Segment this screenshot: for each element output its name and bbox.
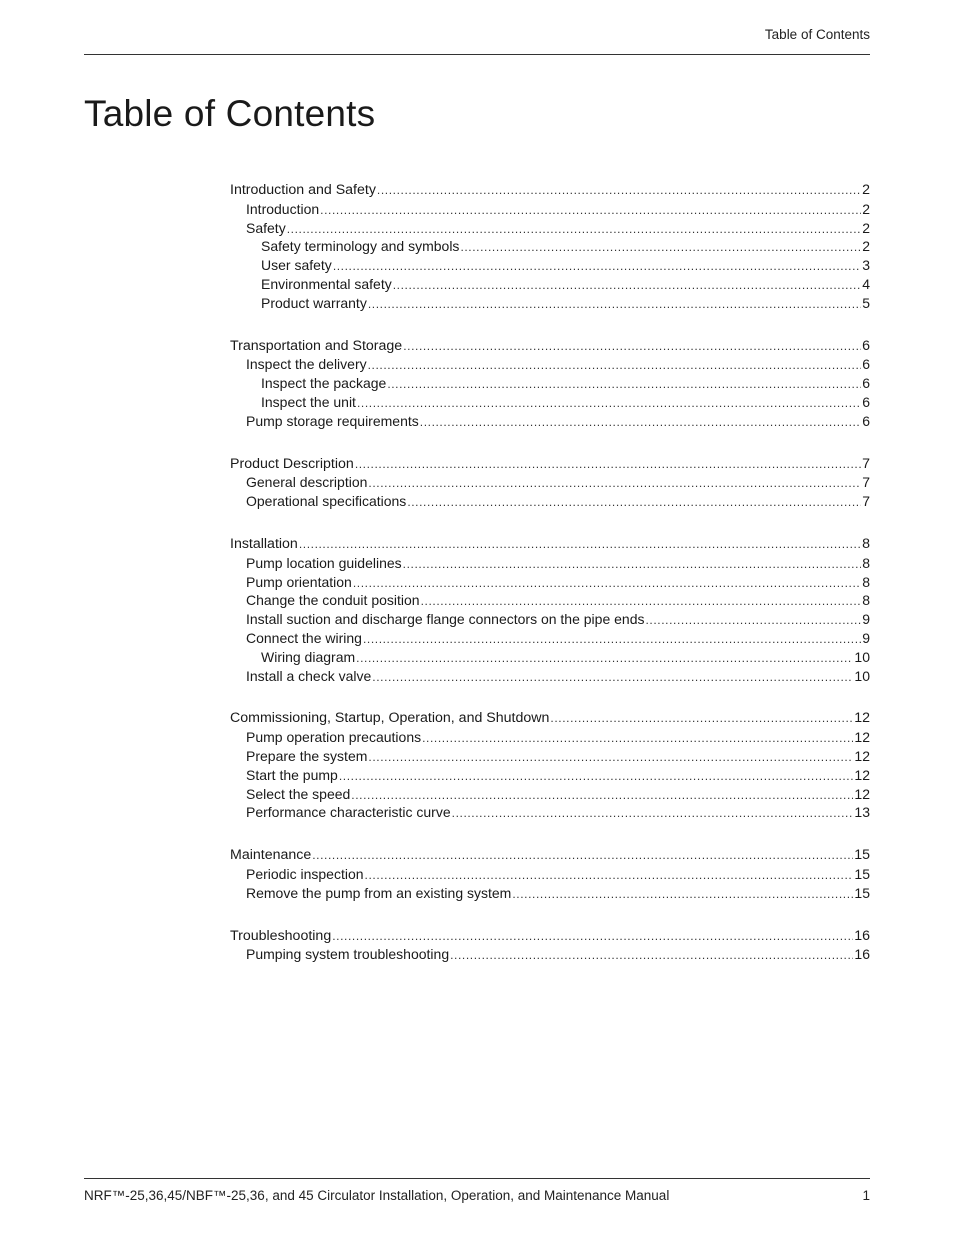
toc-dot-leader [355,455,861,474]
toc-entry-level-3[interactable] [230,237,870,256]
toc-entry-level-2[interactable] [230,803,870,822]
toc-section [230,927,870,965]
toc-entry-title: Pumping system troubleshooting [246,946,450,963]
toc-entry-level-2[interactable] [230,473,870,492]
toc-dot-leader [357,394,861,413]
page-title: Table of Contents [84,93,376,134]
toc-entry-title: Select the speed [246,785,351,802]
toc-entry-level-3[interactable] [230,374,870,393]
toc-dot-leader [320,201,861,220]
toc-dot-leader [333,257,861,276]
toc-entry-title: Transportation and Storage [230,337,403,354]
toc-dot-leader [368,356,862,375]
toc-entry-level-2[interactable] [230,945,870,964]
footer-rule [84,1178,870,1179]
toc-entry-level-2[interactable] [230,785,870,804]
toc-dot-leader [312,846,853,865]
toc-entry-page: 3 [862,257,870,274]
toc-entry-page: 12 [854,729,870,746]
toc-entry-page: 10 [854,667,870,684]
toc-section [230,455,870,511]
toc-entry-title: Pump location guidelines [246,554,402,571]
toc-dot-leader [356,649,853,668]
toc-dot-leader [368,474,861,493]
toc-dot-leader [365,866,854,885]
toc-section [230,337,870,431]
toc-entry-level-2[interactable] [230,591,870,610]
toc-entry-title: Environmental safety [261,275,392,292]
toc-entry-level-3[interactable] [230,393,870,412]
toc-entry-title: Inspect the package [261,375,387,392]
toc-entry-level-3[interactable] [230,648,870,667]
toc-entry-level-1[interactable] [230,455,870,474]
toc-entry-title: General description [246,474,368,491]
toc-entry-level-1[interactable] [230,181,870,200]
toc-entry-page: 2 [862,238,870,255]
footer-page-number: 1 [862,1188,870,1203]
toc-entry-title: Operational specifications [246,493,407,510]
toc-entry-title: Introduction [246,200,320,217]
toc-dot-leader [550,709,853,728]
toc-entry-level-1[interactable] [230,709,870,728]
toc-entry-title: Troubleshooting [230,927,332,944]
toc-entry-page: 6 [862,337,870,354]
toc-entry-title: Inspect the unit [261,393,356,410]
toc-entry-level-2[interactable] [230,747,870,766]
toc-dot-leader [299,535,861,554]
header-rule [84,54,870,55]
toc-entry-level-2[interactable] [230,865,870,884]
toc-entry-title: Change the conduit position [246,592,420,609]
toc-entry-page: 2 [862,182,870,198]
toc-entry-page: 9 [862,629,870,646]
toc-entry-level-2[interactable] [230,728,870,747]
toc-entry-page: 8 [862,554,870,571]
toc-entry-page: 12 [854,747,870,764]
toc-dot-leader [422,729,853,748]
toc-entry-title: Introduction and Safety [230,182,376,198]
toc-dot-leader [368,748,853,767]
toc-dot-leader [420,413,861,432]
toc-entry-page: 16 [854,946,870,963]
toc-entry-page: 13 [854,804,870,821]
toc-entry-level-1[interactable] [230,535,870,554]
toc-dot-leader [372,668,853,687]
toc-entry-title: Commissioning, Startup, Operation, and Shutdown [230,710,550,727]
toc-entry-page: 15 [854,884,870,901]
toc-entry-level-2[interactable] [230,219,870,238]
toc-entry-level-1[interactable] [230,927,870,946]
toc-dot-leader [351,786,853,805]
toc-entry-page: 6 [862,356,870,373]
toc-entry-title: Performance characteristic curve [246,804,451,821]
toc-entry-title: Prepare the system [246,747,368,764]
toc-dot-leader [460,238,861,257]
toc-entry-page: 15 [854,847,870,864]
toc-entry-level-3[interactable] [230,294,870,313]
toc-section [230,846,870,902]
toc-entry-title: Remove the pump from an existing system [246,884,512,901]
toc-dot-leader [368,295,861,314]
toc-dot-leader [512,885,853,904]
toc-entry-title: Pump operation precautions [246,729,422,746]
toc-dot-leader [403,337,861,356]
table-of-contents [230,181,870,988]
toc-entry-title: Install a check valve [246,667,372,684]
toc-entry-level-2[interactable] [230,884,870,903]
toc-entry-title: Product warranty [261,294,367,311]
footer-text: NRF™-25,36,45/NBF™-25,36, and 45 Circulator Installation, Operation, and Maintenance Manual [84,1188,670,1203]
toc-section [230,181,870,313]
toc-entry-title: Wiring diagram [261,648,356,665]
toc-dot-leader [646,611,862,630]
toc-dot-leader [393,276,861,295]
toc-entry-page: 12 [854,710,870,727]
toc-entry-title: Periodic inspection [246,865,364,882]
toc-entry-title: User safety [261,257,332,274]
toc-entry-page: 2 [862,219,870,236]
toc-entry-page: 8 [862,535,870,552]
toc-dot-leader [452,804,854,823]
toc-dot-leader [403,555,862,574]
toc-entry-title: Safety terminology and symbols [261,238,460,255]
toc-section [230,535,870,685]
toc-entry-page: 7 [862,455,870,472]
toc-dot-leader [421,592,862,611]
toc-entry-level-1[interactable] [230,846,870,865]
toc-entry-title: Start the pump [246,766,338,783]
toc-entry-level-2[interactable] [230,355,870,374]
toc-entry-page: 16 [854,927,870,944]
toc-entry-page: 6 [862,393,870,410]
toc-entry-level-2[interactable] [230,200,870,219]
toc-entry-level-3[interactable] [230,256,870,275]
toc-entry-title: Product Description [230,455,354,472]
toc-section [230,709,870,822]
toc-entry-page: 15 [854,865,870,882]
toc-entry-title: Pump orientation [246,573,352,590]
running-head: Table of Contents [764,27,870,42]
toc-dot-leader [287,220,862,239]
toc-dot-leader [407,493,861,512]
toc-entry-page: 6 [862,375,870,392]
toc-entry-title: Connect the wiring [246,629,362,646]
toc-entry-page: 8 [862,573,870,590]
toc-entry-page: 5 [862,294,870,311]
toc-entry-page: 6 [862,412,870,429]
toc-entry-level-2[interactable] [230,573,870,592]
toc-entry-title: Installation [230,535,298,552]
toc-entry-page: 10 [854,648,870,665]
toc-dot-leader [339,767,854,786]
toc-entry-level-2[interactable] [230,412,870,431]
toc-entry-level-1[interactable] [230,337,870,356]
toc-entry-level-2[interactable] [230,492,870,511]
toc-entry-level-2[interactable] [230,667,870,686]
toc-entry-page: 7 [862,474,870,491]
toc-entry-page: 12 [854,785,870,802]
toc-dot-leader [387,375,861,394]
toc-entry-title: Pump storage requirements [246,412,419,429]
toc-dot-leader [377,181,861,200]
toc-entry-page: 4 [862,275,870,292]
toc-entry-level-3[interactable] [230,275,870,294]
toc-entry-level-2[interactable] [230,766,870,785]
toc-entry-page: 2 [862,200,870,217]
toc-dot-leader [363,630,861,649]
toc-entry-page: 12 [854,766,870,783]
toc-entry-title: Safety [246,219,286,236]
toc-entry-page: 8 [862,592,870,609]
toc-entry-level-2[interactable] [230,554,870,573]
toc-entry-level-2[interactable] [230,610,870,629]
toc-entry-title: Inspect the delivery [246,356,367,373]
toc-entry-page: 9 [862,611,870,628]
toc-entry-title: Maintenance [230,847,312,864]
toc-dot-leader [450,946,853,965]
toc-entry-level-2[interactable] [230,629,870,648]
toc-entry-page: 7 [862,493,870,510]
toc-dot-leader [332,927,853,946]
toc-dot-leader [353,574,861,593]
toc-entry-title: Install suction and discharge flange connectors on the pipe ends [246,611,645,628]
